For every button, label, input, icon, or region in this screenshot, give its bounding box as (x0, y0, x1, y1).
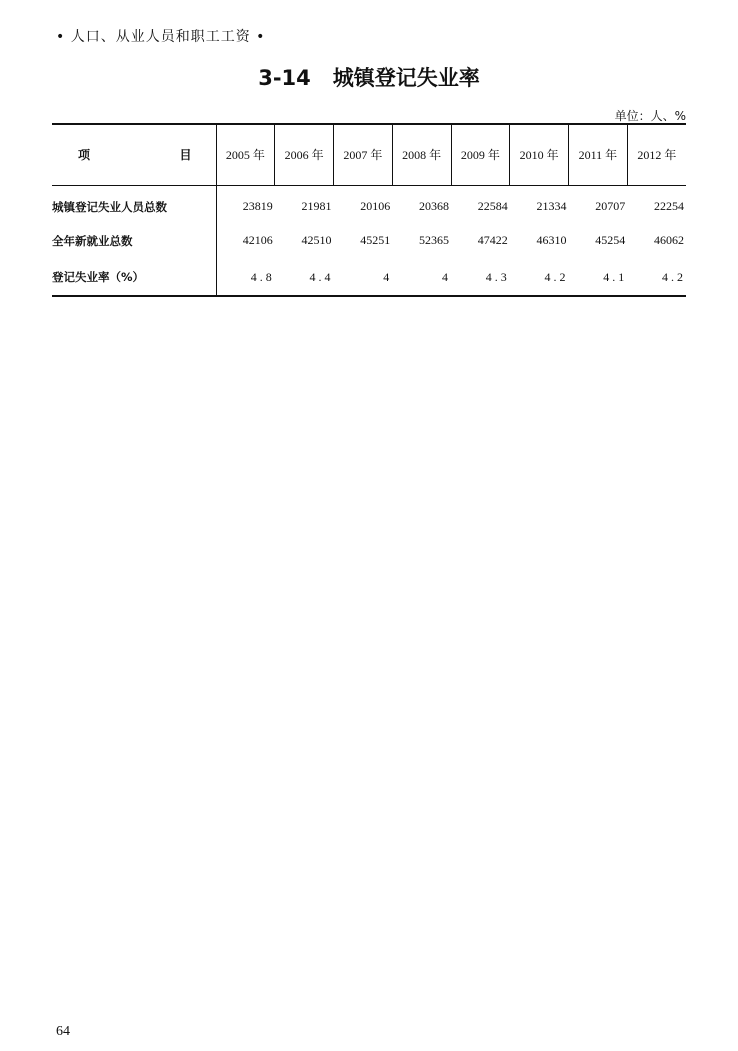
table-title (0, 62, 738, 92)
table-cell: 47422 (477, 233, 508, 247)
table-cell: 4 (334, 259, 393, 296)
table-cell: 4 (392, 259, 451, 296)
table-cell: 4.2 (510, 259, 569, 296)
table-cell: 4.1 (569, 259, 628, 296)
table-cell: 23819 (242, 199, 273, 214)
item-header-left: 项 (78, 148, 91, 163)
table-row (52, 185, 686, 222)
running-head: • 人口、从业人员和职工工资 • (56, 29, 266, 45)
table-cell: 20368 (419, 199, 449, 214)
table-cell: 4.3 (451, 259, 510, 296)
row-label: 登记失业率（%） (52, 259, 216, 296)
year-header: 2010 年 (510, 124, 569, 185)
table-cell: 42510 (301, 233, 332, 247)
table-cell: 45251 (360, 233, 391, 247)
page-number: 64 (56, 1024, 70, 1039)
table-cell: 20106 (360, 199, 391, 214)
table-row (52, 259, 686, 296)
table-cell: 52365 (419, 233, 449, 247)
year-header: 2005 年 (216, 124, 275, 185)
year-header: 2007 年 (334, 124, 393, 185)
year-header: 2008 年 (392, 124, 451, 185)
table-cell: 20707 (595, 199, 626, 214)
table-cell: 21334 (536, 199, 567, 214)
item-header-right: 目 (179, 148, 192, 163)
unit-label: 单位：人、% (614, 109, 686, 123)
table-number: 3-14 (258, 66, 311, 90)
year-header: 2011 年 (569, 124, 628, 185)
unemployment-table (52, 123, 686, 297)
table-cell: 21981 (301, 199, 332, 214)
year-header: 2012 年 (627, 124, 686, 185)
row-label: 城镇登记失业人员总数 (52, 185, 216, 222)
row-label: 全年新就业总数 (52, 222, 216, 259)
table-cell: 45254 (595, 233, 626, 247)
table-title-text: 城镇登记失业率 (332, 66, 480, 90)
year-header: 2009 年 (451, 124, 510, 185)
table-cell: 22254 (654, 199, 684, 214)
table-cell: 4.8 (216, 259, 275, 296)
table-row (52, 222, 686, 259)
table-cell: 22584 (477, 199, 508, 214)
table-cell: 4.4 (275, 259, 334, 296)
year-header: 2006 年 (275, 124, 334, 185)
item-column-header (52, 124, 216, 185)
header-row (52, 124, 686, 185)
table-cell: 4.2 (627, 259, 686, 296)
table-cell: 46310 (536, 233, 567, 247)
table-cell: 46062 (654, 233, 684, 247)
table-cell: 42106 (242, 233, 273, 247)
